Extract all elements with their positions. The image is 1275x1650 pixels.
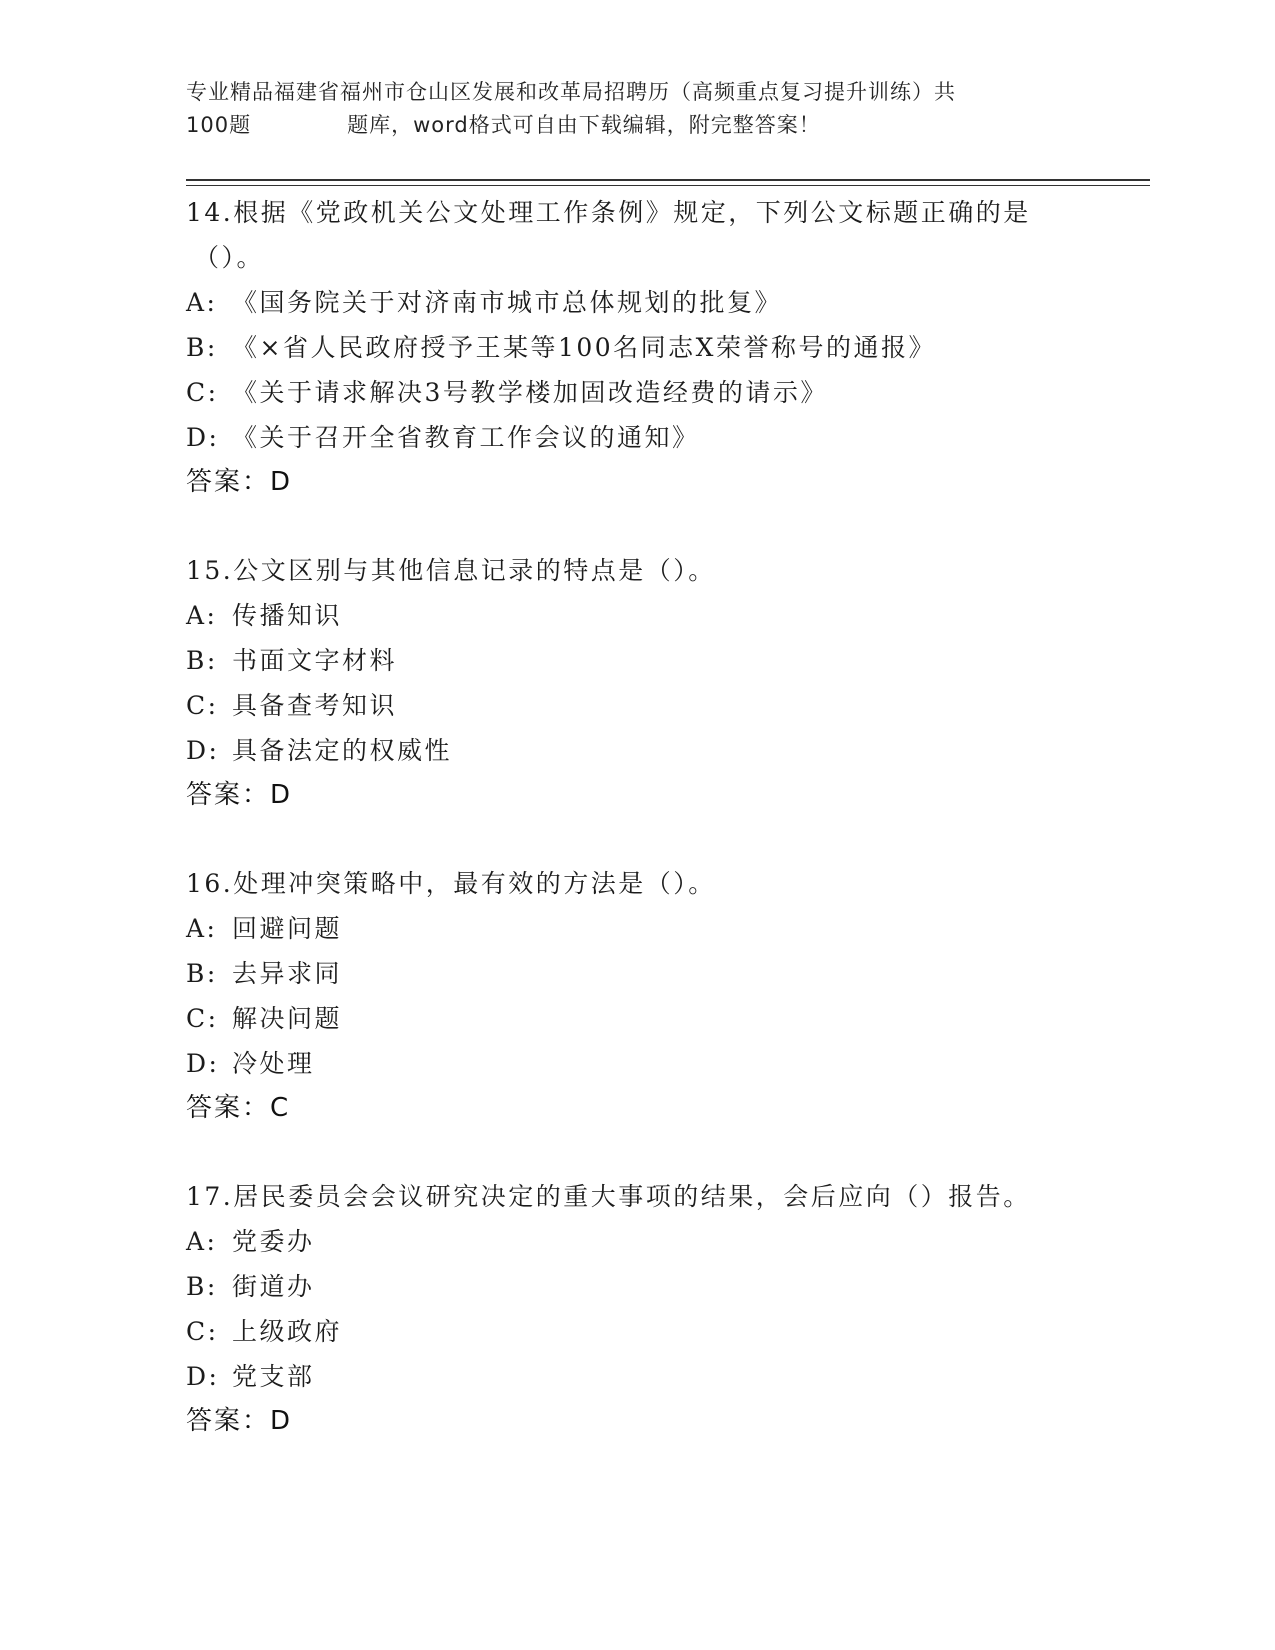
- answer: 答案：D: [186, 780, 293, 810]
- option-text: 街道办: [232, 1272, 315, 1301]
- option-label: A:: [186, 1227, 218, 1256]
- answer: 答案：C: [186, 1093, 291, 1123]
- option-text: 回避问题: [232, 914, 343, 943]
- option-text: 冷处理: [232, 1049, 315, 1078]
- option-label: B:: [186, 646, 218, 675]
- option-label: C:: [186, 1317, 219, 1346]
- header-line-2-count: 100题: [186, 113, 252, 137]
- answer: 答案：D: [186, 1406, 293, 1436]
- question-16: [186, 861, 1086, 1131]
- option-text: 党支部: [232, 1362, 315, 1391]
- option-text: 解决问题: [232, 1004, 343, 1033]
- option-b: [186, 638, 1086, 683]
- question-text: 16.处理冲突策略中，最有效的方法是（）。: [186, 869, 716, 898]
- option-c: [186, 683, 1086, 728]
- question-list: [186, 190, 1086, 1444]
- header-line-2-text: 题库，word格式可自由下载编辑，附完整答案！: [347, 113, 821, 137]
- question-text: 17.居民委员会会议研究决定的重大事项的结果，会后应向（）报告。: [186, 1182, 1031, 1211]
- option-text: 具备查考知识: [232, 691, 398, 720]
- option-a: [186, 1219, 1086, 1264]
- option-c: [186, 1309, 1086, 1354]
- answer: 答案：D: [186, 467, 293, 497]
- option-text: 《×省人民政府授予王某等100名同志X荣誉称号的通报》: [232, 333, 936, 362]
- option-b: [186, 325, 1086, 370]
- option-text: 《关于召开全省教育工作会议的通知》: [232, 423, 700, 452]
- option-d: [186, 1354, 1086, 1399]
- option-d: [186, 728, 1086, 773]
- option-text: 上级政府: [232, 1317, 343, 1346]
- option-label: D:: [186, 736, 220, 765]
- option-c: [186, 370, 1086, 415]
- header-divider-thick: [186, 179, 1150, 181]
- option-label: A:: [186, 914, 218, 943]
- option-text: 《国务院关于对济南市城市总体规划的批复》: [232, 288, 783, 317]
- question-text-line-1: 14.根据《党政机关公文处理工作条例》规定，下列公文标题正确的是: [186, 198, 1031, 227]
- option-label: D:: [186, 1362, 220, 1391]
- option-b: [186, 1264, 1086, 1309]
- option-label: D:: [186, 1049, 220, 1078]
- option-text: 去异求同: [232, 959, 343, 988]
- option-label: B:: [186, 959, 218, 988]
- option-label: D:: [186, 423, 220, 452]
- option-text: 党委办: [232, 1227, 315, 1256]
- option-a: [186, 280, 1086, 325]
- option-label: C:: [186, 1004, 219, 1033]
- option-c: [186, 996, 1086, 1041]
- option-a: [186, 593, 1086, 638]
- question-14: [186, 190, 1086, 505]
- question-text-line-2: （）。: [194, 243, 265, 272]
- question-15: [186, 548, 1086, 818]
- header-divider-thin: [186, 185, 1150, 186]
- option-b: [186, 951, 1086, 996]
- option-d: [186, 415, 1086, 460]
- option-label: C:: [186, 378, 219, 407]
- question-text: [186, 190, 1086, 280]
- option-text: 具备法定的权威性: [232, 736, 453, 765]
- option-label: C:: [186, 691, 219, 720]
- question-17: [186, 1174, 1086, 1444]
- option-d: [186, 1041, 1086, 1086]
- header-line-1: 专业精品福建省福州市仓山区发展和改革局招聘历（高频重点复习提升训练）共: [186, 80, 956, 104]
- option-label: B:: [186, 333, 218, 362]
- option-text: 传播知识: [232, 601, 343, 630]
- document-header: [186, 76, 1086, 142]
- option-label: A:: [186, 601, 218, 630]
- option-text: 《关于请求解决3号教学楼加固改造经费的请示》: [232, 378, 828, 407]
- option-text: 书面文字材料: [232, 646, 398, 675]
- option-label: B:: [186, 1272, 218, 1301]
- question-text: 15.公文区别与其他信息记录的特点是（）。: [186, 556, 716, 585]
- option-label: A:: [186, 288, 218, 317]
- header-line-2: [186, 109, 1086, 142]
- option-a: [186, 906, 1086, 951]
